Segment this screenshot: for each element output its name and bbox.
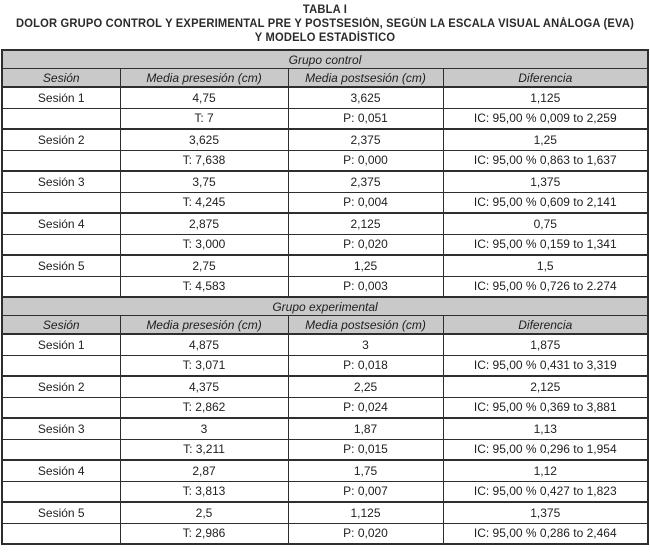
table-row-stats	[2, 397, 648, 418]
table-row	[2, 255, 648, 276]
p-value: P: 0,018	[288, 355, 443, 376]
t-value: T: 2,862	[120, 397, 288, 418]
post-value: 2,375	[288, 171, 443, 192]
p-value: P: 0,051	[288, 108, 443, 129]
session-label: Sesión 3	[2, 171, 120, 192]
empty-cell	[2, 397, 120, 418]
p-value: P: 0,004	[288, 192, 443, 213]
session-label: Sesión 4	[2, 213, 120, 234]
pre-value: 4,375	[120, 376, 288, 397]
table-row-stats	[2, 439, 648, 460]
group-band-label: Grupo experimental	[2, 297, 648, 316]
empty-cell	[2, 192, 120, 213]
ic-value: IC: 95,00 % 0,609 to 2,141	[443, 192, 648, 213]
table-row	[2, 460, 648, 481]
ic-value: IC: 95,00 % 0,009 to 2,259	[443, 108, 648, 129]
table-title-block	[0, 0, 650, 45]
post-value: 1,25	[288, 255, 443, 276]
table-row	[2, 376, 648, 397]
table-row-stats	[2, 523, 648, 544]
ic-value: IC: 95,00 % 0,863 to 1,637	[443, 150, 648, 171]
diff-value: 1,375	[443, 171, 648, 192]
col-header-diferencia: Diferencia	[443, 316, 648, 335]
col-header-diferencia: Diferencia	[443, 69, 648, 88]
table-row	[2, 87, 648, 108]
diff-value: 1,13	[443, 418, 648, 439]
p-value: P: 0,020	[288, 523, 443, 544]
column-header-row	[2, 69, 648, 88]
session-label: Sesión 2	[2, 129, 120, 150]
t-value: T: 4,583	[120, 276, 288, 297]
session-label: Sesión 2	[2, 376, 120, 397]
pre-value: 2,75	[120, 255, 288, 276]
pre-value: 4,75	[120, 87, 288, 108]
ic-value: IC: 95,00 % 0,296 to 1,954	[443, 439, 648, 460]
col-header-post: Media postsesión (cm)	[288, 69, 443, 88]
diff-value: 0,75	[443, 213, 648, 234]
group-band-control	[2, 50, 648, 69]
empty-cell	[2, 150, 120, 171]
diff-value: 1,12	[443, 460, 648, 481]
group-band-label: Grupo control	[2, 50, 648, 69]
table-row-stats	[2, 234, 648, 255]
table-caption-line-2: Y MODELO ESTADÍSTICO	[254, 32, 396, 44]
table-row	[2, 418, 648, 439]
table-row-stats	[2, 192, 648, 213]
diff-value: 1,875	[443, 334, 648, 355]
ic-value: IC: 95,00 % 0,427 to 1,823	[443, 481, 648, 502]
post-value: 3	[288, 334, 443, 355]
table-row	[2, 334, 648, 355]
diff-value: 1,25	[443, 129, 648, 150]
session-label: Sesión 1	[2, 87, 120, 108]
t-value: T: 7,638	[120, 150, 288, 171]
pre-value: 2,5	[120, 502, 288, 523]
post-value: 1,125	[288, 502, 443, 523]
pre-value: 2,875	[120, 213, 288, 234]
table-row	[2, 502, 648, 523]
pre-value: 3,625	[120, 129, 288, 150]
t-value: T: 7	[120, 108, 288, 129]
ic-value: IC: 95,00 % 0,369 to 3,881	[443, 397, 648, 418]
t-value: T: 3,813	[120, 481, 288, 502]
p-value: P: 0,000	[288, 150, 443, 171]
col-header-pre: Media presesión (cm)	[120, 69, 288, 88]
t-value: T: 3,000	[120, 234, 288, 255]
p-value: P: 0,003	[288, 276, 443, 297]
diff-value: 2,125	[443, 376, 648, 397]
empty-cell	[2, 234, 120, 255]
table-row	[2, 129, 648, 150]
pre-value: 3,75	[120, 171, 288, 192]
post-value: 1,87	[288, 418, 443, 439]
column-header-row	[2, 316, 648, 335]
p-value: P: 0,020	[288, 234, 443, 255]
t-value: T: 4,245	[120, 192, 288, 213]
diff-value: 1,125	[443, 87, 648, 108]
pre-value: 2,87	[120, 460, 288, 481]
ic-value: IC: 95,00 % 0,431 to 3,319	[443, 355, 648, 376]
table-row-stats	[2, 108, 648, 129]
post-value: 2,375	[288, 129, 443, 150]
post-value: 2,25	[288, 376, 443, 397]
empty-cell	[2, 108, 120, 129]
table-caption-line-1: DOLOR GRUPO CONTROL Y EXPERIMENTAL PRE Y POSTSESIÓN, SEGÚN LA ESCALA VISUAL ANÁLOGA (EVA)	[15, 18, 635, 30]
col-header-sesion: Sesión	[2, 69, 120, 88]
pre-value: 3	[120, 418, 288, 439]
group-band-experimental	[2, 297, 648, 316]
session-label: Sesión 3	[2, 418, 120, 439]
post-value: 1,75	[288, 460, 443, 481]
table-number: TABLA I	[302, 4, 348, 16]
p-value: P: 0,007	[288, 481, 443, 502]
table-row-stats	[2, 481, 648, 502]
col-header-pre: Media presesión (cm)	[120, 316, 288, 335]
t-value: T: 2,986	[120, 523, 288, 544]
diff-value: 1,375	[443, 502, 648, 523]
session-label: Sesión 5	[2, 255, 120, 276]
ic-value: IC: 95,00 % 0,159 to 1,341	[443, 234, 648, 255]
table-row-stats	[2, 150, 648, 171]
p-value: P: 0,015	[288, 439, 443, 460]
ic-value: IC: 95,00 % 0,286 to 2,464	[443, 523, 648, 544]
session-label: Sesión 1	[2, 334, 120, 355]
empty-cell	[2, 355, 120, 376]
session-label: Sesión 5	[2, 502, 120, 523]
t-value: T: 3,071	[120, 355, 288, 376]
pre-value: 4,875	[120, 334, 288, 355]
empty-cell	[2, 523, 120, 544]
table-row-stats	[2, 355, 648, 376]
empty-cell	[2, 276, 120, 297]
table-row	[2, 213, 648, 234]
results-table	[1, 49, 649, 545]
post-value: 3,625	[288, 87, 443, 108]
table-row-stats	[2, 276, 648, 297]
col-header-post: Media postsesión (cm)	[288, 316, 443, 335]
t-value: T: 3,211	[120, 439, 288, 460]
p-value: P: 0,024	[288, 397, 443, 418]
empty-cell	[2, 481, 120, 502]
col-header-sesion: Sesión	[2, 316, 120, 335]
ic-value: IC: 95,00 % 0,726 to 2.274	[443, 276, 648, 297]
table-row	[2, 171, 648, 192]
session-label: Sesión 4	[2, 460, 120, 481]
post-value: 2,125	[288, 213, 443, 234]
diff-value: 1,5	[443, 255, 648, 276]
empty-cell	[2, 439, 120, 460]
